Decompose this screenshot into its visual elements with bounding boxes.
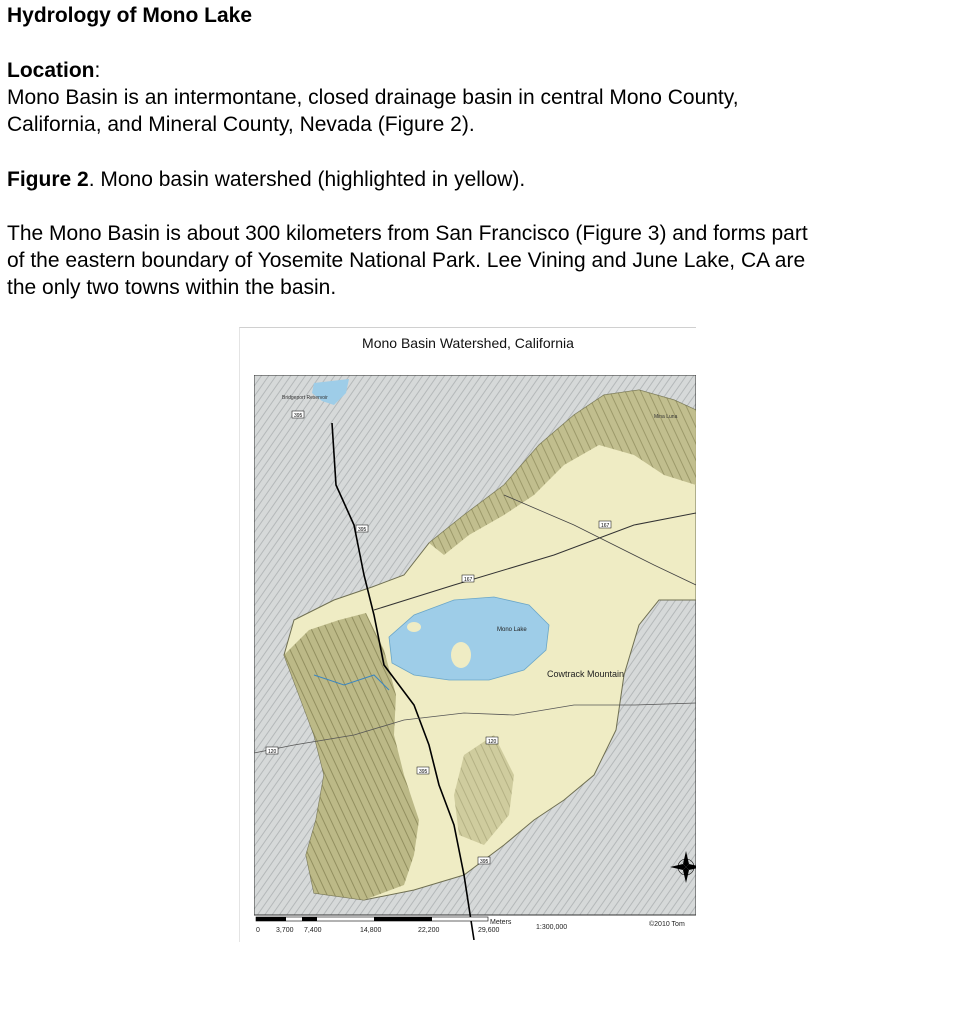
scale-tick-5: 29,600: [478, 927, 500, 934]
town-ne-label: Mina Luna: [654, 414, 678, 420]
scale-unit: Meters: [490, 919, 512, 926]
paoha-island: [451, 642, 471, 668]
shield-120b: 120: [488, 739, 497, 745]
figure-caption: [7, 166, 525, 193]
watershed-map: [254, 375, 696, 940]
scale-ratio: 1:300,000: [536, 924, 568, 931]
shield-395c: 395: [419, 769, 428, 775]
document-heading: Hydrology of Mono Lake: [7, 4, 253, 27]
distance-line3: the only two towns within the basin.: [7, 276, 337, 299]
reservoir-label: Bridgeport Reservoir: [282, 395, 328, 401]
shield-395d: 395: [480, 859, 489, 865]
mountain-label: Cowtrack Mountain: [547, 669, 625, 679]
scale-tick-1: 3,700: [276, 927, 294, 934]
figure-label: Figure 2: [7, 168, 89, 191]
location-paragraph: [7, 84, 739, 138]
map-copyright: ©2010 Tom: [649, 921, 685, 928]
location-heading: [7, 57, 100, 84]
location-text-line2: California, and Mineral County, Nevada (Figure 2).: [7, 113, 475, 136]
lake-label: Mono Lake: [497, 627, 527, 633]
map-title: Mono Basin Watershed, California: [362, 335, 574, 351]
shield-120a: 120: [268, 749, 277, 755]
distance-paragraph: [7, 220, 808, 301]
location-colon: :: [94, 59, 101, 82]
scale-tick-2: 7,400: [304, 927, 322, 934]
distance-line1: The Mono Basin is about 300 kilometers from San Francisco (Figure 3) and forms part: [7, 222, 808, 245]
shield-167b: 167: [601, 523, 610, 529]
scale-tick-0: 0: [256, 927, 260, 934]
shield-395a: 395: [294, 413, 303, 419]
scale-tick-3: 14,800: [360, 927, 382, 934]
shield-395b: 395: [358, 527, 367, 533]
scale-tick-4: 22,200: [418, 927, 440, 934]
location-text-line1: Mono Basin is an intermontane, closed drainage basin in central Mono County,: [7, 86, 739, 109]
distance-line2: of the eastern boundary of Yosemite National Park. Lee Vining and June Lake, CA are: [7, 249, 806, 272]
scale-bar: [256, 917, 488, 921]
watershed-figure: [239, 327, 696, 942]
location-label: Location: [7, 59, 95, 82]
shield-167a: 167: [464, 577, 473, 583]
figure-caption-text: . Mono basin watershed (highlighted in yellow).: [88, 168, 526, 191]
negit-island: [407, 622, 421, 632]
